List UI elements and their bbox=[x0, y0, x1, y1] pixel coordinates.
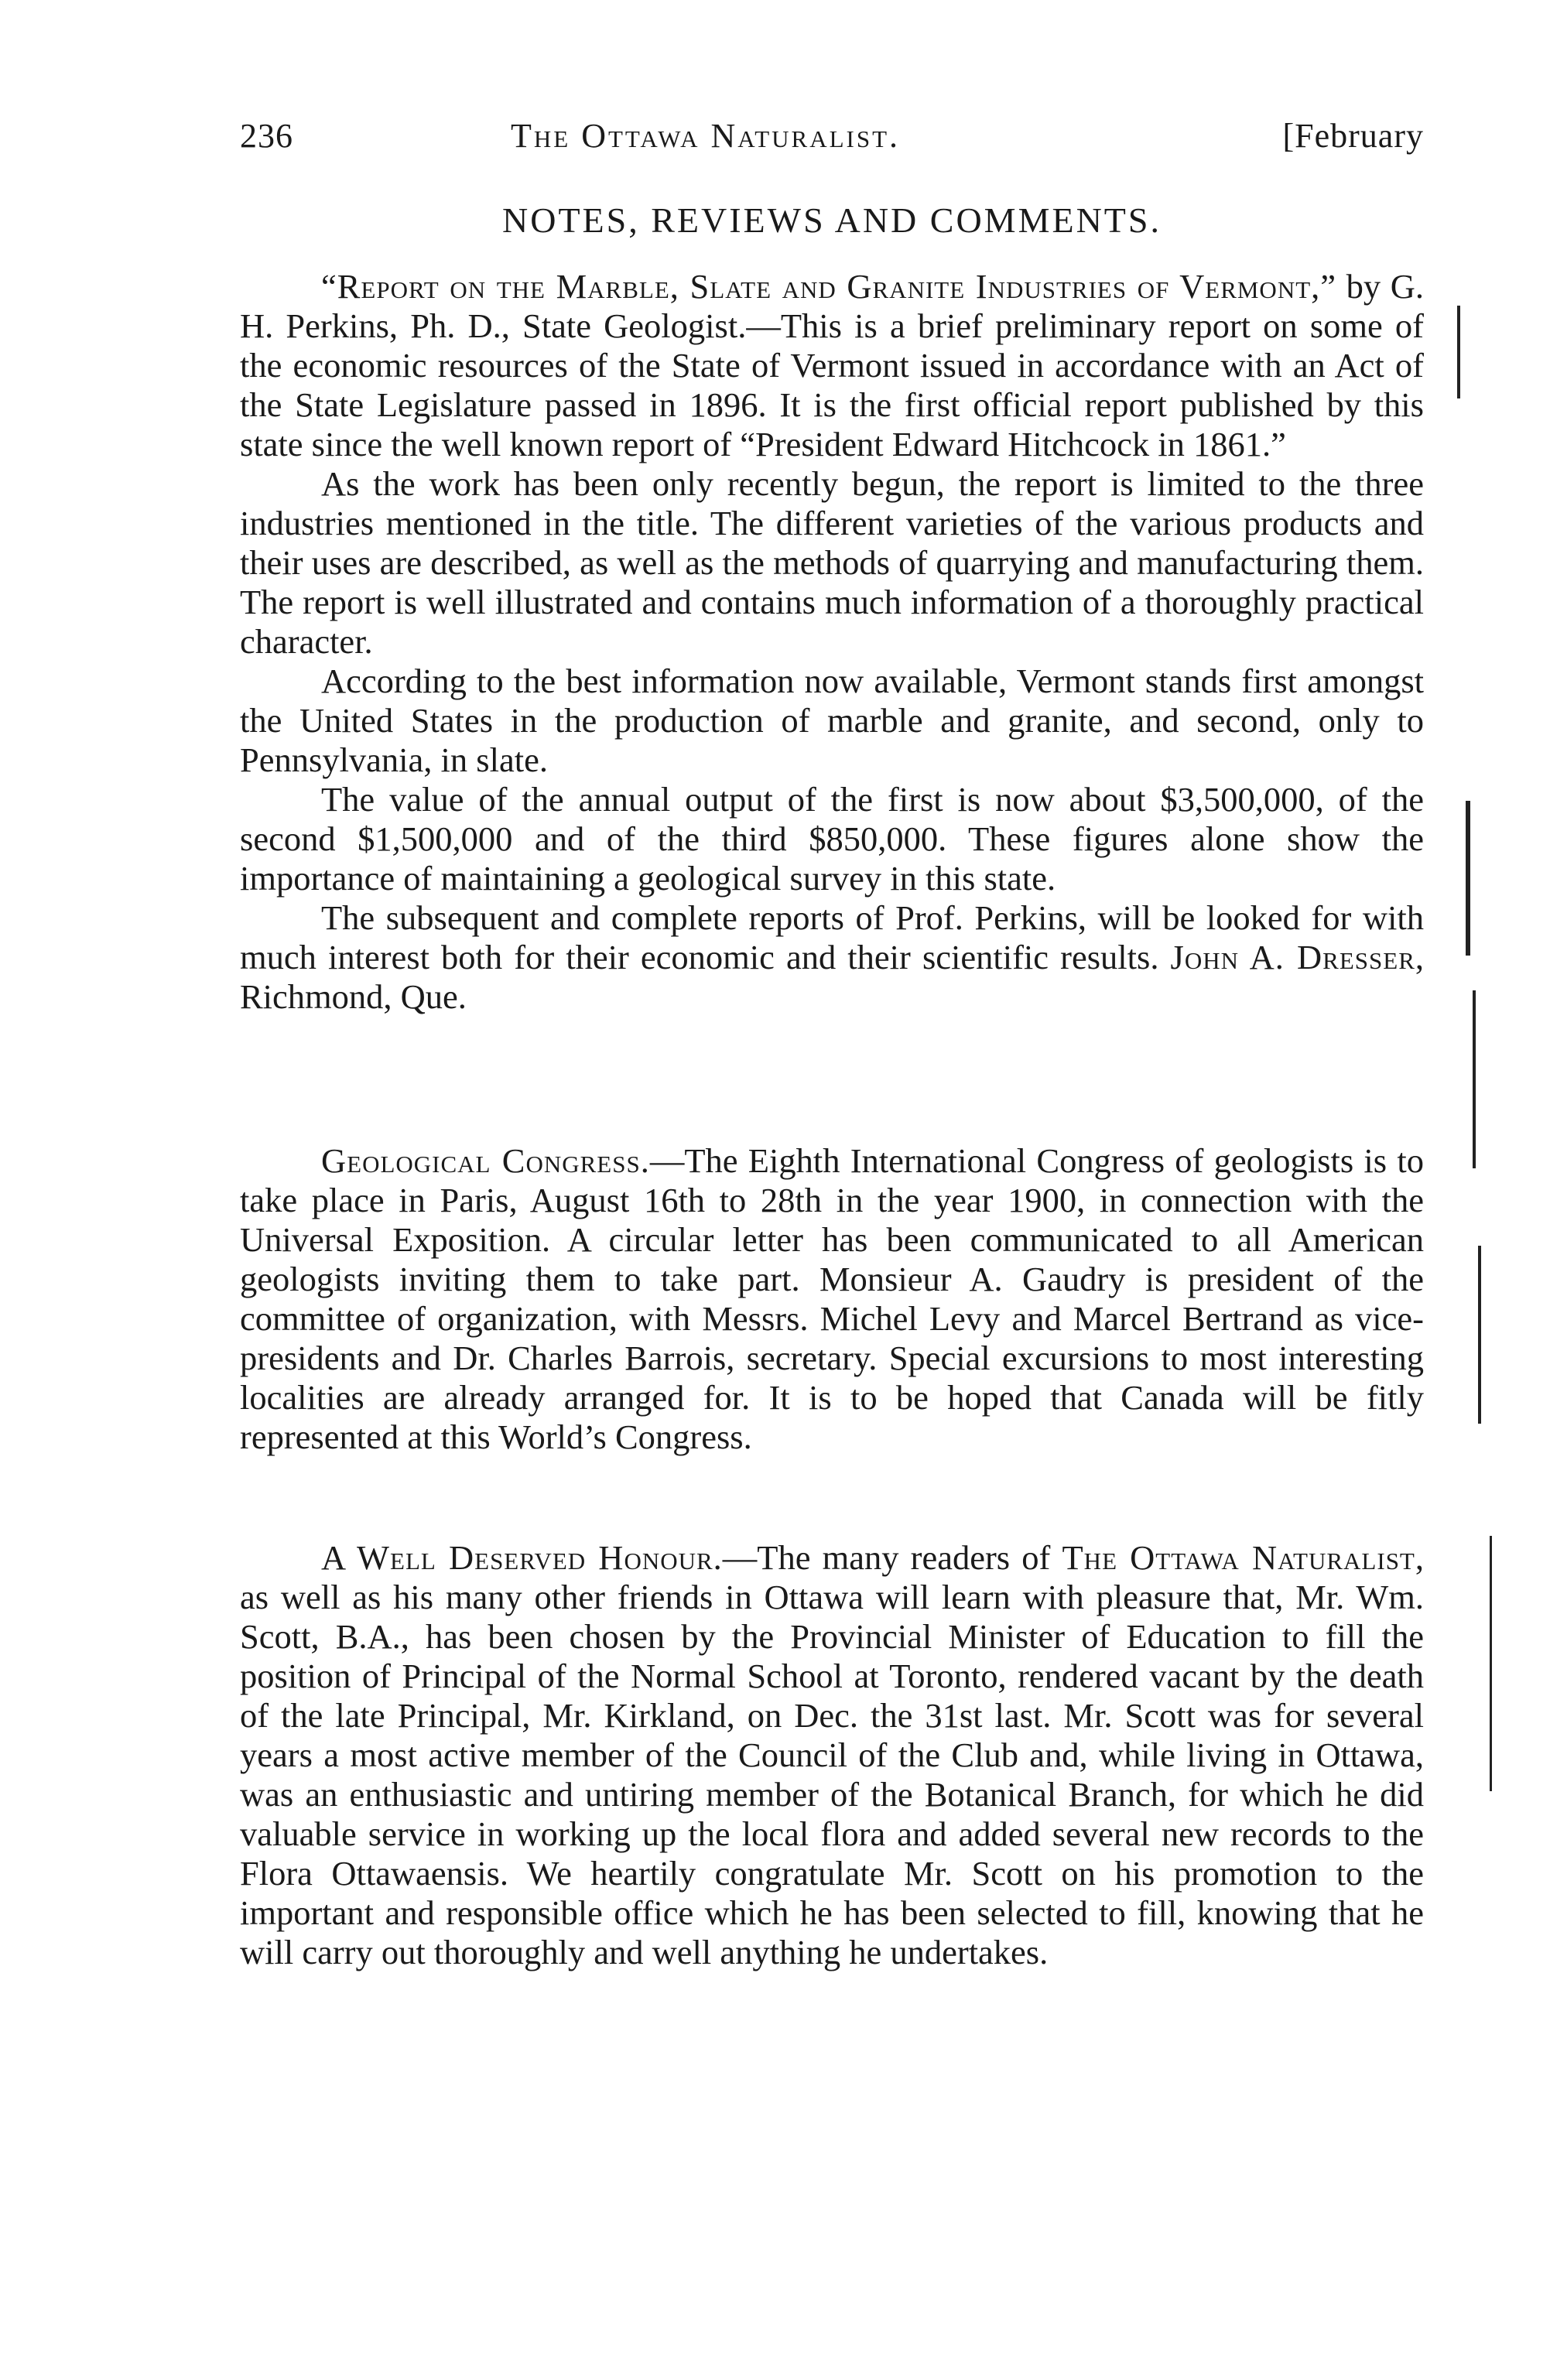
signature-place: , Richmond, Que. bbox=[240, 938, 1424, 1016]
article-heading: “Report on the Marble, Slate and Granite Industries of Vermont,” bbox=[321, 267, 1337, 306]
section-title: NOTES, REVIEWS AND COMMENTS. bbox=[502, 200, 1162, 240]
journal-title: The Ottawa Naturalist. bbox=[511, 117, 901, 155]
article-heading: A Well Deserved Honour. bbox=[321, 1538, 723, 1577]
article-text: —The many readers of bbox=[722, 1538, 1062, 1577]
signature-name: John A. Dresser bbox=[1170, 938, 1415, 976]
article-paragraph bbox=[240, 1538, 1424, 1972]
article-paragraph bbox=[240, 267, 1424, 464]
scan-edge-mark bbox=[1490, 1536, 1492, 1791]
page-number: 236 bbox=[240, 117, 293, 155]
article-paragraph bbox=[240, 1141, 1424, 1457]
article-text: The subsequent and complete reports of Prof. Perkins, will be looked for with much interest both for their economic and their scientific results. bbox=[240, 898, 1424, 976]
article-vermont-report bbox=[240, 267, 1424, 1017]
article-well-deserved-honour bbox=[240, 1538, 1424, 1972]
article-heading: Geological Congress. bbox=[321, 1141, 650, 1180]
article-text: , as well as his many other friends in Ottawa will learn with pleasure that, Mr. Wm. Scott, B.A., has been chosen by the Provincial Minister of Education to fill the position of Principal of the Normal School at Toronto, rendered vacant by the death of the late Principal, Mr. Kirkland, on Dec. the 31st last. Mr. Scott was for several years a most active member of the Council of the Club and, while living in Ottawa, was an enthusiastic and untiring member of the Botanical Branch, for which he did valuable service in working up the local flora and added several new records to the Flora Ottawaensis. We heartily congratulate Mr. Scott on his promotion to the important and responsible office which he has been selected to fill, knowing that he will carry out thoroughly and well anything he undertakes. bbox=[240, 1538, 1424, 1971]
scan-edge-mark bbox=[1478, 1246, 1481, 1424]
scan-edge-mark bbox=[1457, 306, 1460, 398]
article-text: —The Eighth International Congress of geologists is to take place in Paris, August 16th to 28th in the year 1900, in connection with the Universal Exposition. A circular letter has been communicated to all American geologists inviting them to take part. Monsieur A. Gaudry is president of the committee of organization, with Messrs. Michel Levy and Marcel Bertrand as vice-presidents and Dr. Charles Barrois, secretary. Special excursions to most interesting localities are already arranged for. It is to be hoped that Canada will be fitly represented at this World’s Congress. bbox=[240, 1141, 1424, 1456]
article-paragraph: According to the best information now available, Vermont stands first amongst the United States in the production of marble and granite, and second, only to Pennsylvania, in slate. bbox=[240, 662, 1424, 779]
issue-month: [February bbox=[1282, 117, 1424, 155]
scan-edge-mark bbox=[1466, 801, 1470, 956]
article-paragraph: As the work has been only recently begun, the report is limited to the three industries mentioned in the title. The different varieties of the various products and their uses are described, as well as the methods of quarrying and manufacturing them. The report is well illustrated and contains much information of a thoroughly practical character. bbox=[240, 464, 1424, 661]
journal-reference: The Ottawa Naturalist bbox=[1062, 1538, 1415, 1577]
article-paragraph bbox=[240, 898, 1424, 1017]
article-paragraph: The value of the annual output of the first is now about $3,500,000, of the second $1,500,000 and of the third $850,000. These figures alone show the importance of maintaining a geological survey in this state. bbox=[240, 780, 1424, 898]
article-text: by G. H. Perkins, Ph. D., State Geologist.—This is a brief preliminary report on some of the economic resources of the State of Vermont issued in accordance with an Act of the State Legislature passed in 1896. It is the first official report published by this state since the well known report of “President Edward Hitchcock in 1861.” bbox=[240, 267, 1424, 463]
running-head bbox=[240, 116, 1424, 162]
article-geological-congress bbox=[240, 1141, 1424, 1457]
scan-edge-mark bbox=[1473, 990, 1476, 1168]
